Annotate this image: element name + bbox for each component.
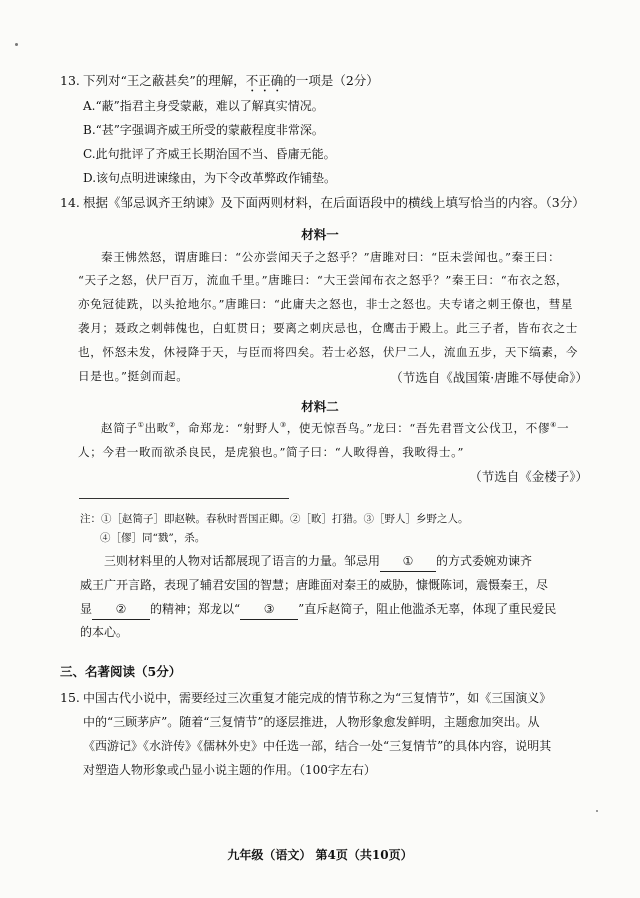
fill-line-4: 的本心。 <box>80 625 129 639</box>
note-ref-3: ③ <box>279 421 287 430</box>
blank-3[interactable]: ③ <box>240 599 298 620</box>
material2-source: （节选自《金楼子》） <box>469 469 588 484</box>
material2-line-1 <box>101 420 569 436</box>
section3-title: 三、名著阅读（5分） <box>60 664 182 679</box>
blank-1[interactable]: ① <box>380 551 436 572</box>
q13-stem-pre: 下列对“王之蔽甚矣”的理解， <box>83 73 246 88</box>
fill-text-1b: 的方式委婉劝谏齐 <box>436 554 533 568</box>
material1-line-3: 亦免冠徒跣，以头抢地尔。”唐雎曰：“此庸夫之怒也，非士之怒也。夫专诸之刺王僚也，彗星 <box>78 297 574 311</box>
q13-stem <box>83 71 379 95</box>
scan-mark <box>15 43 18 46</box>
q13-stem-post: 的一项是（2分） <box>283 73 379 88</box>
note-ref-1: ① <box>137 421 145 430</box>
q15-line-1: 中国古代小说中，需要经过三次重复才能完成的情节称之为“三复情节”，如《三国演义》 <box>83 691 552 705</box>
fill-line-1 <box>104 551 532 572</box>
q15-line-2: 中的“三顾茅庐”。随着“三复情节”的逐层推进，人物形象愈发鲜明，主题愈加突出。从 <box>83 715 540 729</box>
material1-line-1: 秦王怫然怒，谓唐雎曰：“公亦尝闻天子之怒乎？”唐雎对曰：“臣未尝闻也。”秦王曰： <box>101 250 561 264</box>
material2-text-e: 一 <box>556 421 570 435</box>
material1-line-4: 袭月；聂政之刺韩傀也，白虹贯日；要离之刺庆忌也，仓鹰击于殿上。此三子者，皆布衣之士 <box>78 321 578 335</box>
q13-number: 13. <box>60 73 80 88</box>
q13-option-d: D.该句点明进谏缘由，为下令改革弊政作铺垫。 <box>83 171 337 185</box>
blank-2[interactable]: ② <box>92 599 150 620</box>
material2-text-c: ，命郑龙：“射野人 <box>175 421 280 435</box>
q15-number: 15. <box>60 690 80 705</box>
material1-line-5: 也，怀怒未发，休祲降于天，与臣而将四矣。若士必怒，伏尸二人，流血五步，天下缟素，今 <box>78 345 578 359</box>
material2-line-2: 人；今君一畋而欲杀良民，是虎狼也。”简子曰：“人畋得兽，我畋得士。” <box>78 445 464 459</box>
material2-text-a: 赵简子 <box>101 421 138 435</box>
notes-divider <box>79 498 289 499</box>
fill-text-3a: 显 <box>80 602 93 616</box>
fill-line-3 <box>80 599 556 620</box>
fill-line-2: 威王广开言路，表现了辅君安国的智慧；唐雎面对秦王的威胁，慷慨陈词，震慑秦王，尽 <box>80 578 549 592</box>
notes-line-1: 注：①［赵简子］即赵鞅。春秋时晋国正卿。②［畋］打猎。③［野人］乡野之人。 <box>80 513 469 525</box>
material1-source: （节选自《战国策·唐雎不辱使命》） <box>390 370 588 385</box>
q15-line-4: 对塑造人物形象或凸显小说主题的作用。（100字左右） <box>83 763 376 777</box>
q13-stem-emphasis: 不正确 <box>245 73 284 88</box>
note-ref-2: ② <box>168 421 176 430</box>
q13-option-a: A.“蔽”指君主身受蒙蔽，难以了解真实情况。 <box>83 99 324 113</box>
material2-title: 材料二 <box>301 399 339 414</box>
fill-text-3c: ”直斥赵简子，阻止他滥杀无辜，体现了重民爱民 <box>298 602 557 616</box>
fill-text-3b: 的精神；郑龙以“ <box>150 602 241 616</box>
scan-speck <box>596 810 598 812</box>
q13-option-b: B.“甚”字强调齐威王所受的蒙蔽程度非常深。 <box>83 123 324 137</box>
material2-text-b: 出畋 <box>144 421 169 435</box>
material1-line-2: “天子之怒，伏尸百万，流血千里。”唐雎曰：“大王尝闻布衣之怒乎？”秦王曰：“布衣之怒， <box>78 273 569 287</box>
note-ref-4: ④ <box>550 421 557 430</box>
q14-number: 14. <box>60 195 80 210</box>
material1-title: 材料一 <box>301 227 339 242</box>
material1-line-6: 日是也。”挺剑而起。 <box>78 369 189 383</box>
fill-text-1a: 三则材料里的人物对话都展现了语言的力量。邹忌用 <box>104 554 381 568</box>
q14-stem: 根据《邹忌讽齐王纳谏》及下面两则材料，在后面语段中的横线上填写恰当的内容。（3分） <box>83 195 585 210</box>
q13-option-c: C.此句批评了齐威王长期治国不当、昏庸无能。 <box>83 147 336 161</box>
notes-line-2: ④［僇］同“戮”，杀。 <box>100 532 206 544</box>
page-footer: 九年级（语文） 第4页（共10页） <box>227 848 413 862</box>
q15-line-3: 《西游记》《水浒传》《儒林外史》中任选一部，结合一处“三复情节”的具体内容，说明其 <box>83 739 552 753</box>
material2-text-d: ，使无惊吾鸟。”龙曰：“吾先君晋文公伐卫，不僇 <box>286 421 551 435</box>
